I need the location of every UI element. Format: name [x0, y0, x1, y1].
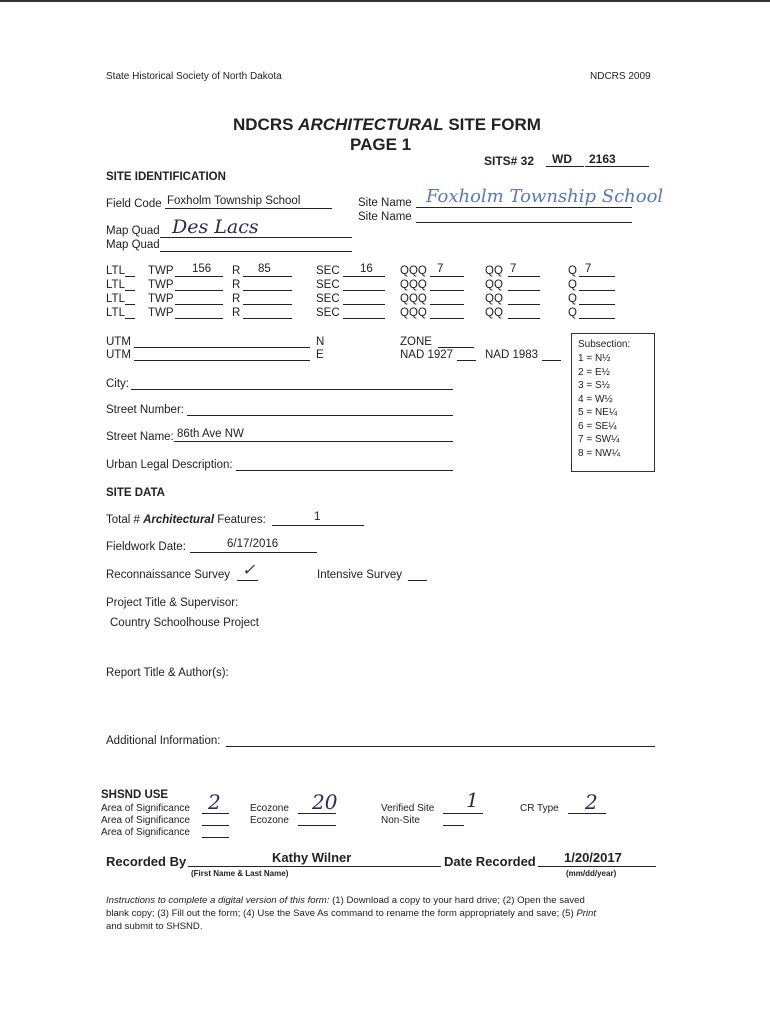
legal-qq-blank[interactable] [508, 290, 540, 291]
nad-1927-label: NAD 1927 [400, 349, 454, 361]
legal-q-value[interactable]: 7 [585, 263, 592, 275]
legal-qqq-blank[interactable] [430, 318, 464, 319]
sits-label: SITS# 32 [484, 154, 535, 168]
street-name-label: Street Name: [106, 431, 174, 443]
legal-twp-value[interactable]: 156 [192, 263, 212, 275]
subsection-item: 2 = E½ [578, 366, 610, 378]
site-name-label: Site Name [358, 197, 412, 209]
instructions-line-3: and submit to SHSND. [106, 921, 203, 932]
fieldwork-date-value[interactable]: 6/17/2016 [227, 538, 279, 550]
legal-qqq-label: QQQ [400, 293, 427, 305]
instructions-line-1: Instructions to complete a digital version of this form: (1) Download a copy to your hard drive; (2) Open the saved [106, 895, 585, 906]
intensive-survey-label: Intensive Survey [317, 569, 403, 581]
legal-sec-blank[interactable] [343, 290, 385, 291]
legal-sec-label: SEC [316, 265, 340, 277]
legal-twp-blank[interactable] [175, 304, 223, 305]
legal-r-blank[interactable] [243, 276, 292, 277]
features-label: Total # Architectural Features: [106, 514, 266, 526]
legal-twp-blank[interactable] [175, 276, 223, 277]
legal-sec-blank[interactable] [343, 318, 385, 319]
legal-qqq-label: QQQ [400, 307, 427, 319]
subsection-title: Subsection: [578, 339, 631, 350]
legal-r-label: R [232, 279, 241, 291]
sits-number: 2163 [589, 152, 616, 166]
form-title: NDCRS ARCHITECTURAL SITE FORM [233, 115, 541, 134]
zone-label: ZONE [400, 336, 432, 348]
legal-twp-label: TWP [148, 307, 174, 319]
legal-q-blank[interactable] [579, 304, 615, 305]
header-organization: State Historical Society of North Dakota [106, 71, 282, 82]
site-name-value[interactable]: Foxholm Township School [426, 186, 664, 207]
page-number: PAGE 1 [350, 135, 412, 154]
legal-sec-label: SEC [316, 307, 340, 319]
area-significance-2-label: Area of Significance [101, 815, 190, 826]
legal-r-label: R [232, 293, 241, 305]
legal-r-value[interactable]: 85 [258, 263, 271, 275]
street-name-value[interactable]: 86th Ave NW [177, 428, 244, 440]
utm-1-label: UTM [106, 336, 131, 348]
reconnaissance-survey-label: Reconnaissance Survey [106, 569, 231, 581]
legal-qq-label: QQ [485, 265, 503, 277]
legal-qq-label: QQ [485, 293, 503, 305]
utm-2-label: UTM [106, 349, 131, 361]
verified-site-value[interactable]: 1 [466, 788, 479, 812]
utm-1-suffix: N [316, 336, 325, 348]
field-code-label: Field Code [106, 198, 162, 210]
subsection-item: 5 = NE¼ [578, 407, 618, 418]
ecozone-1-label: Ecozone [250, 803, 289, 814]
legal-r-blank[interactable] [243, 290, 292, 291]
reconnaissance-checkmark[interactable]: ✓ [242, 560, 256, 579]
map-quad-label: Map Quad [106, 225, 160, 237]
legal-qqq-blank[interactable] [430, 290, 464, 291]
verified-site-label: Verified Site [381, 803, 435, 814]
nad-1983-label: NAD 1983 [485, 349, 539, 361]
site-data-heading: SITE DATA [106, 487, 165, 499]
legal-ltl-blank[interactable] [125, 304, 135, 305]
sits-county: WD [552, 152, 572, 166]
utm-2-suffix: E [316, 349, 324, 361]
legal-ltl-blank[interactable] [125, 290, 135, 291]
cr-type-value[interactable]: 2 [585, 790, 598, 814]
date-recorded-sublabel: (mm/dd/year) [566, 869, 617, 878]
recorded-by-value[interactable]: Kathy Wilner [272, 850, 352, 865]
legal-qqq-value[interactable]: 7 [437, 263, 444, 275]
additional-information-label: Additional Information: [106, 735, 221, 747]
legal-qq-label: QQ [485, 279, 503, 291]
legal-twp-label: TWP [148, 265, 174, 277]
legal-q-blank[interactable] [579, 290, 615, 291]
legal-q-label: Q [568, 307, 577, 319]
report-title-label: Report Title & Author(s): [106, 667, 229, 679]
site-identification-heading: SITE IDENTIFICATION [106, 171, 226, 183]
legal-qq-value[interactable]: 7 [510, 263, 517, 275]
map-quad-value[interactable]: Des Lacs [172, 216, 259, 238]
legal-sec-blank[interactable] [343, 276, 385, 277]
area-significance-1-label: Area of Significance [101, 803, 190, 814]
recorded-by-sublabel: (First Name & Last Name) [191, 869, 289, 878]
legal-qq-blank[interactable] [508, 276, 540, 277]
date-recorded-value[interactable]: 1/20/2017 [564, 850, 622, 865]
subsection-item: 3 = S½ [578, 380, 610, 391]
date-recorded-label: Date Recorded [444, 854, 536, 869]
legal-q-blank[interactable] [579, 318, 615, 319]
subsection-item: 1 = N½ [578, 353, 611, 364]
legal-ltl-label: LTL [106, 307, 125, 319]
legal-sec-label: SEC [316, 279, 340, 291]
area-significance-3-label: Area of Significance [101, 827, 190, 838]
instructions-line-2: blank copy; (3) Fill out the form; (4) Use the Save As command to rename the form appropriately and save; (5) Print [106, 908, 597, 919]
urban-legal-label: Urban Legal Description: [106, 459, 233, 471]
legal-ltl-label: LTL [106, 279, 125, 291]
cr-type-label: CR Type [520, 803, 559, 814]
recorded-by-label: Recorded By [106, 854, 187, 869]
subsection-item: 4 = W½ [578, 393, 613, 405]
legal-sec-value[interactable]: 16 [360, 263, 373, 275]
legal-q-label: Q [568, 293, 577, 305]
map-quad-2-label: Map Quad [106, 239, 160, 251]
legal-qqq-label: QQQ [400, 279, 427, 291]
ecozone-1-value[interactable]: 20 [312, 790, 338, 814]
legal-sec-label: SEC [316, 293, 340, 305]
legal-twp-label: TWP [148, 293, 174, 305]
legal-qq-blank[interactable] [508, 318, 540, 319]
legal-ltl-label: LTL [106, 265, 125, 277]
legal-q-label: Q [568, 265, 577, 277]
area-significance-1-value[interactable]: 2 [208, 790, 221, 814]
legal-r-blank[interactable] [243, 304, 292, 305]
legal-ltl-blank[interactable] [125, 276, 135, 277]
site-name-2-label: Site Name [358, 211, 412, 223]
project-title-value[interactable]: Country Schoolhouse Project [110, 617, 259, 629]
ecozone-2-label: Ecozone [250, 815, 289, 826]
legal-q-blank[interactable] [579, 276, 615, 277]
legal-qq-label: QQ [485, 307, 503, 319]
scan-top-border [0, 0, 770, 2]
subsection-item: 7 = SW¼ [578, 434, 620, 445]
legal-ltl-label: LTL [106, 293, 125, 305]
street-number-label: Street Number: [106, 404, 184, 416]
fieldwork-date-label: Fieldwork Date: [106, 541, 186, 553]
city-label: City: [106, 378, 129, 390]
non-site-label: Non-Site [381, 815, 420, 826]
field-code-value[interactable]: Foxholm Township School [167, 195, 301, 207]
subsection-box [571, 333, 655, 472]
legal-twp-label: TWP [148, 279, 174, 291]
features-value[interactable]: 1 [314, 511, 321, 523]
project-title-label: Project Title & Supervisor: [106, 597, 239, 609]
legal-qqq-blank[interactable] [430, 304, 464, 305]
subsection-item: 8 = NW¼ [578, 447, 620, 459]
legal-twp-blank[interactable] [175, 290, 223, 291]
legal-r-blank[interactable] [243, 318, 292, 319]
legal-qqq-label: QQQ [400, 265, 427, 277]
legal-r-label: R [232, 307, 241, 319]
header-form-id: NDCRS 2009 [590, 71, 651, 82]
subsection-item: 6 = SE¼ [578, 420, 617, 432]
legal-twp-blank[interactable] [175, 318, 223, 319]
legal-sec-blank[interactable] [343, 304, 385, 305]
legal-q-label: Q [568, 279, 577, 291]
legal-r-label: R [232, 265, 241, 277]
legal-qq-blank[interactable] [508, 304, 540, 305]
legal-qqq-blank[interactable] [430, 276, 464, 277]
legal-ltl-blank[interactable] [125, 318, 135, 319]
shsnd-use-heading: SHSND USE [101, 789, 169, 801]
